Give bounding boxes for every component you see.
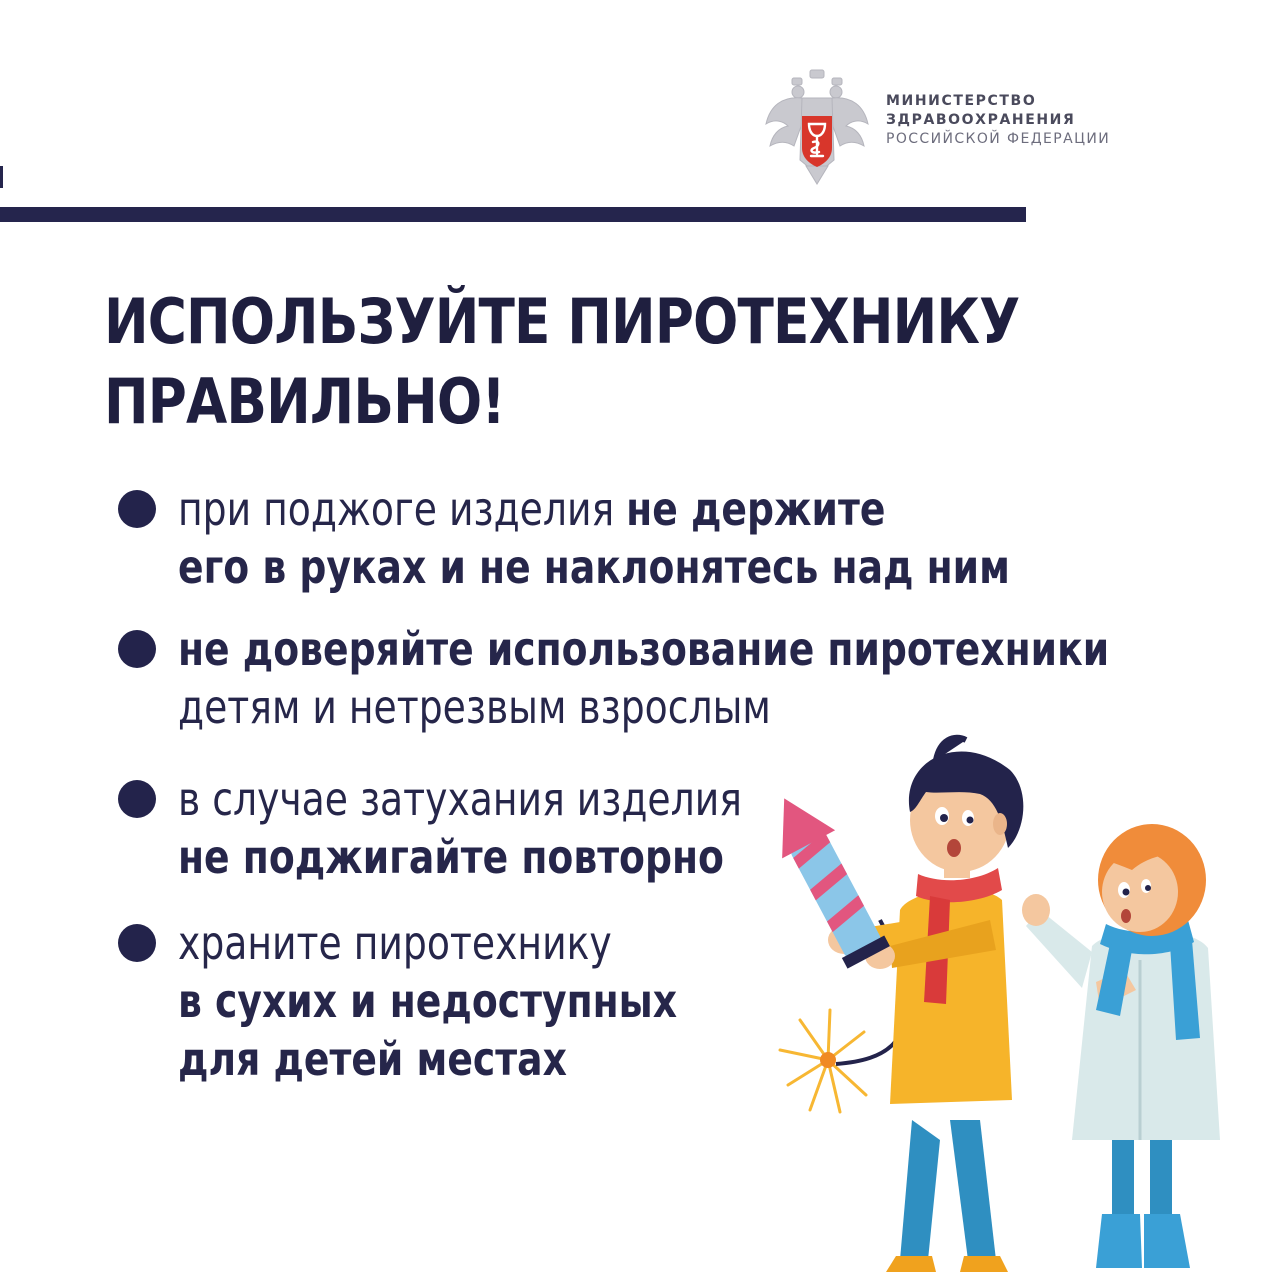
ministry-line-1: МИНИСТЕРСТВО xyxy=(886,93,1037,109)
list-item-bold: в сухих и недоступных xyxy=(178,974,678,1028)
kids-firework-illustration xyxy=(740,720,1280,1280)
list-item-bold: не поджигайте повторно xyxy=(178,830,724,884)
list-item-regular: в случае затухания изделия xyxy=(178,772,742,826)
bullet-dot xyxy=(118,924,156,962)
bullet-dot xyxy=(118,780,156,818)
ministry-line-3: РОССИЙСКОЙ ФЕДЕРАЦИИ xyxy=(886,131,1111,147)
ministry-line-2: ЗДРАВООХРАНЕНИЯ xyxy=(886,112,1076,128)
title-line-2: ПРАВИЛЬНО! xyxy=(104,365,505,438)
list-item-text xyxy=(178,480,1010,596)
list-item-text xyxy=(178,620,1109,736)
list-item-text xyxy=(178,770,742,886)
bullet-dot xyxy=(118,490,156,528)
list-item-regular: при поджоге изделия xyxy=(178,482,627,536)
firework-rocket-icon xyxy=(758,784,895,971)
list-item-bold: не держите xyxy=(626,482,886,536)
list-item-regular: храните пиротехнику xyxy=(178,916,612,970)
girl-figure xyxy=(1022,824,1220,1268)
list-item-bold: его в руках и не наклонятесь над ним xyxy=(178,540,1010,594)
list-item-bold: не доверяйте использование пиротехники xyxy=(178,622,1110,676)
list-item-bold: для детей местах xyxy=(178,1032,567,1086)
list-item-text xyxy=(178,914,677,1088)
title-line-1: ИСПОЛЬЗУЙТЕ ПИРОТЕХНИКУ xyxy=(104,285,1020,358)
bullet-dot xyxy=(118,630,156,668)
boy-figure xyxy=(828,738,1023,1272)
list-item-regular: детям и нетрезвым взрослым xyxy=(178,680,771,734)
